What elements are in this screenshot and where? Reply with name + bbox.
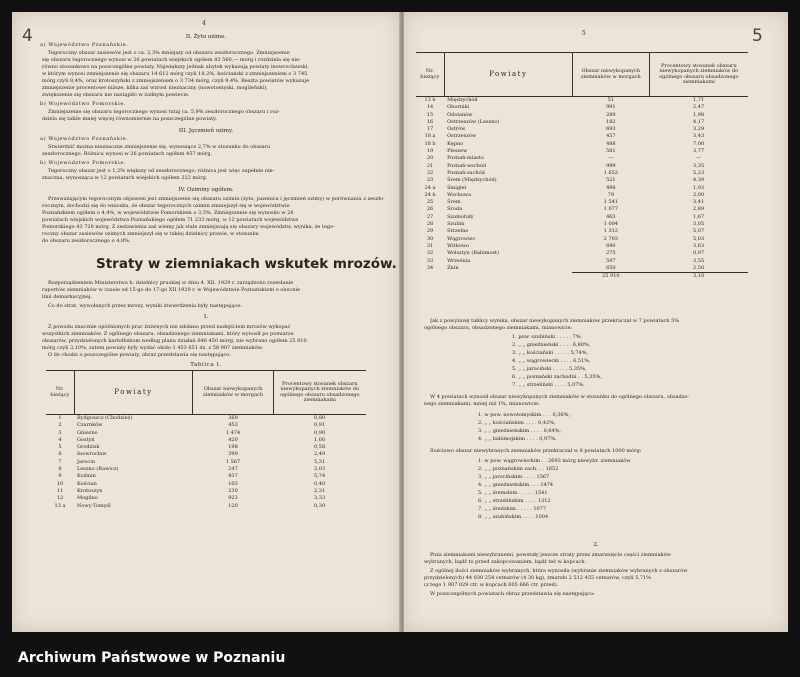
row-number: 26	[426, 206, 434, 213]
section-title-winter-crops: IV. Oziminy ogółem.	[178, 187, 234, 193]
table-row	[416, 119, 748, 126]
row-number: 15	[426, 111, 434, 118]
percent-value: 2,89	[693, 206, 705, 213]
percent-value: 1,67	[693, 213, 705, 220]
row-number: 33	[426, 257, 434, 264]
percent-value: 0,40	[314, 480, 326, 487]
table-row	[416, 250, 748, 257]
table-row	[416, 141, 748, 148]
percent-value: 5,03	[693, 235, 705, 242]
pencil-page-number-left: 4	[22, 26, 33, 46]
district-name: Wschowa	[447, 191, 472, 198]
page-number-right: 5	[582, 30, 586, 37]
percent-value: 0,97	[693, 250, 705, 257]
table-row	[416, 214, 748, 221]
row-number: 32	[426, 250, 434, 257]
col-header-district: Powiaty	[74, 371, 193, 415]
percent-value: 2,50	[693, 264, 705, 271]
percent-value: 0,90	[314, 429, 326, 436]
row-number: 14	[426, 104, 434, 111]
col-header-district: Powiaty	[444, 53, 572, 97]
heading-pomorze-2: b) Województwo Pomorskie.	[40, 160, 127, 166]
table-row	[46, 444, 366, 451]
district-name: Szubin	[447, 221, 465, 228]
table-row	[46, 488, 366, 495]
unharvested-area: 650	[606, 264, 616, 271]
row-number: 22	[426, 169, 434, 176]
row-number: 1	[58, 415, 62, 421]
percent-value: 3,43	[693, 133, 705, 140]
row-number: 13 b	[424, 97, 436, 103]
right-page: 5 5 Nr. bieżący Powiaty Obszar niewykopanych ziemniaków w morgach Procentowy stosunek obszaru niewykopanych ziemniaków do ogólnego obszaru obsadzonego ziemniakami 13 b Międzychód 51 1,71 14 Oborniki 991 2,47 15 Odolanów 289 1,98 16 Ostrzeszów (Leszno) 182 4,17 17 Ostrów 693 3,29 18 a Ostrzeszów 457 3,43 18 b Kępno 488 7,00 19 Pleszew 581 3,77 20 Poznań-miasto — — 21 Poznań-wschód 999 3,35 22 Poznań-zachód 1 652 5,23 23 Śrem (Międzychód) 521 4,39 24 a Śmigiel 498 1,93 24 b Wschowa 79 2,00 25 Śrem 1 541 3,41 26 Środa 1 077 2,89 27 Szamotuły 463 1,67 28 Szubin 1 004 3,05 29 Strzelno 1 312 5,07 30 Wągrowiec 2 793 5,03 31 Witkowo 690 3,63 32 Wolsztyn (Babimost) 275 0,97 33 Września 597 3,55 34 Żnin 650 2,50 25 910 3,10 Jak z powyższej tablicy wynika, obszar niewykopanych ziemniaków przekraczał w 7 powiatach 5% ogólnego obszaru, obsadzonego ziemniakami, mianowicie: 1. pow. szubiński . . . . . 7%, 2. „ „ gnieźnieński . . . . 6,80%, 3. „ „ kościański . . . . . 5,74%, 4. „ „ wągrowiecki . . . . 6,51%, 5. „ „ jarociński . . . . . 5,35%, 6. „ „ poznański zachodni . . 5,35%, 7. „ „ strzeliński . . . . 5,07%. W 4 powiatach wynosił obszar niewykopanych ziemniaków w stosunku do ogólnego obszaru, obsadzo- nego ziemniakami, mniej niż 1%, mianowicie: 1. w pow. nowotomyskim . . . 0,36%, 2. „ „ kościańskim . . . . 0,42%, 3. „ „ gnieźnieńskim . . . . 0,64%, 4. „ „ babimojskim . . . . 0,97%. Ilościowo obszar niewybranych ziemniaków przekraczał w 8 powiatach 1000 mórg: 1. w pow. wągrowieckim . . 2693 mórg niewybr. ziemniaków 2. „ „ poznańskim zach. . . 1652 3. „ „ jarocińskim . . . . 1567 4. „ „ gnieźnieńskim . . . 1474 5. „ „ śremskim . . . . . 1541 6. „ „ strzelińskim . . . . 1312 7. „ „ średzkim . . . . . 1077 8. „ „ szubińskim . . . . 1004 2. Poza ziemniakami niewybranemi, powstały jeszcze straty przez zmarznięcie części ziemniaków wybranych, bądź to przed zakopcowaniem, bądź też w kopcach. Z ogólnej ilości ziemniaków wybranych, która wynosiła (wybranie ziemniaków wybranych z obszarów przydzielonych) 44 030 254 cetnarów (4 30 kg), zmarzło 2 512 455 cetnarów, czyli 5,71% (z tego 1 907 029 ctr. w kopcach 605 666 ctr. przed). W poszczególnych powiatach obraz przedstawia się następująco:	[404, 12, 788, 632]
percent-value: 1,93	[693, 184, 705, 191]
percent-value: 5,07	[693, 228, 705, 235]
table-row	[46, 503, 366, 510]
table-row	[416, 199, 748, 206]
district-name: Poznań-zachód	[447, 169, 485, 176]
unharvested-area: 1 312	[603, 228, 618, 235]
main-title: Straty w ziemniakach wskutek mrozów.	[96, 256, 397, 272]
percent-value: —	[696, 155, 702, 162]
table-row	[416, 221, 748, 228]
heading-poznan: a) Województwo Poznańskie.	[40, 42, 129, 48]
pencil-page-number-right: 5	[752, 26, 763, 46]
table-row	[46, 473, 366, 480]
district-name: Śrem	[447, 199, 461, 206]
row-number: 23	[426, 177, 434, 184]
unharvested-area: 498	[606, 184, 616, 191]
percent-value: 3,41	[693, 199, 705, 206]
percent-value: 7,00	[693, 140, 705, 147]
table-row	[416, 206, 748, 213]
section-number-2: 2.	[593, 542, 599, 548]
row-number: 31	[426, 242, 434, 249]
percent-value: 4,39	[693, 177, 705, 184]
unharvested-area: 275	[606, 250, 616, 257]
unharvested-area: 1 077	[603, 206, 618, 213]
unharvested-area: 581	[606, 148, 616, 155]
col-header-number: Nr. bieżący	[46, 371, 74, 415]
district-name: Wolsztyn (Babimost)	[447, 250, 499, 257]
district-name: Jarocin	[77, 458, 96, 465]
district-name: Oborniki	[447, 104, 470, 111]
unharvested-area: —	[608, 155, 614, 162]
percent-value: 2,47	[693, 104, 705, 111]
row-number: 24 a	[424, 184, 436, 191]
row-number: 27	[426, 213, 434, 220]
section-title-rye: II. Żyto ozime.	[185, 34, 227, 40]
table-row	[416, 163, 748, 170]
percent-value: 1,71	[693, 97, 705, 103]
unharvested-area: 1 652	[603, 169, 618, 176]
district-name: Wągrowiec	[447, 235, 476, 242]
district-name: Ostrzeszów (Leszno)	[447, 118, 500, 125]
unharvested-area: 453	[228, 422, 238, 429]
heading-poznan-2: a) Województwo Poznańskie.	[40, 136, 129, 142]
unharvested-area: 991	[606, 104, 616, 111]
district-name: Pleszew	[447, 148, 468, 155]
percent-value: 2,49	[314, 451, 326, 458]
col-header-percent: Procentowy stosunek obszaru niewykopanych ziemniaków do ogólnego obszaru obsadzonego ziemniakami	[649, 53, 748, 97]
district-name: Międzychód	[447, 97, 478, 103]
table-row	[416, 177, 748, 184]
unharvested-area: 693	[606, 126, 616, 133]
unharvested-area: 103	[228, 480, 238, 487]
percent-value: 3,29	[693, 126, 705, 133]
row-number: 10	[56, 480, 64, 487]
row-number: 6	[58, 451, 62, 458]
row-number: 18 a	[424, 133, 436, 140]
table-row	[416, 97, 748, 105]
table-row	[416, 112, 748, 119]
unharvested-area: 463	[606, 213, 616, 220]
district-name: Mogilno	[77, 495, 98, 502]
unharvested-area: 1 474	[225, 429, 241, 436]
archive-footer	[0, 644, 800, 677]
col-header-number: Nr. bieżący	[416, 53, 444, 97]
row-number: 34	[426, 265, 434, 272]
district-name: Witkowo	[447, 242, 470, 249]
table-row	[46, 422, 366, 429]
percent-value: 3,35	[693, 162, 705, 169]
row-number: 11	[56, 487, 64, 494]
row-number: 9	[58, 473, 62, 480]
unharvested-area: 247	[228, 466, 238, 473]
unharvested-area: 289	[606, 111, 616, 118]
page-number-left: 4	[202, 20, 206, 27]
district-name: Kępno	[447, 140, 464, 147]
percent-value: 5,23	[693, 169, 705, 176]
district-name: Leszno (Rawicz)	[77, 466, 119, 473]
district-name: Kościan	[77, 480, 97, 487]
district-name: Krotoszyn	[77, 487, 103, 494]
percent-value: 2,31	[314, 487, 326, 494]
district-name: Czarnków	[77, 422, 103, 429]
table-row	[416, 192, 748, 199]
unharvested-area: 79	[607, 191, 615, 198]
district-name: Odolanów	[447, 111, 473, 118]
unharvested-area: 1 004	[603, 221, 618, 228]
unharvested-area: 923	[228, 495, 238, 502]
row-number: 28	[426, 221, 434, 228]
unharvested-area: 1 541	[603, 199, 618, 206]
district-name: Koźmin	[77, 473, 96, 480]
unharvested-area: 521	[606, 177, 616, 184]
potato-loss-table-left	[46, 370, 366, 510]
row-number: 24 b	[424, 191, 436, 198]
table-row	[46, 430, 366, 437]
percent-value: 0,30	[314, 502, 326, 509]
district-name: Śmigiel	[447, 184, 467, 191]
table-row	[416, 185, 748, 192]
table-row	[416, 228, 748, 235]
row-number: 20	[426, 155, 434, 162]
section-title-barley: III. Jęczmień ozimy.	[178, 128, 234, 134]
table-row	[46, 451, 366, 458]
percent-value: 2,03	[314, 466, 326, 473]
table-row	[46, 459, 366, 466]
percent-value: 1,98	[693, 111, 705, 118]
row-number: 8	[58, 466, 62, 473]
percent-value: 3,05	[693, 221, 705, 228]
col-header-area: Obszar niewykopanych ziemniaków w morgach	[572, 53, 649, 97]
unharvested-area: 399	[228, 451, 238, 458]
potato-loss-table-right	[416, 52, 748, 280]
unharvested-area: 120	[228, 502, 238, 509]
row-number: 4	[58, 436, 62, 443]
district-name: Śrem (Międzychód)	[447, 177, 497, 184]
table-row	[416, 265, 748, 273]
district-name: Szamotuły	[447, 213, 474, 220]
unharvested-area: 230	[228, 487, 238, 494]
unharvested-area: 198	[228, 444, 238, 451]
unharvested-area: 488	[606, 140, 616, 147]
district-name: Ostrów	[447, 126, 466, 133]
col-header-percent: Procentowy stosunek obszaru niewykopanych ziemniaków do ogólnego obszaru obsadzonego ziemniakami	[273, 371, 366, 415]
unharvested-area: 457	[606, 133, 616, 140]
row-number: 29	[426, 228, 434, 235]
percent-value: 0,91	[314, 422, 326, 429]
table-row	[46, 437, 366, 444]
district-name: Poznań-miasto	[447, 155, 484, 162]
percent-value: 4,17	[693, 118, 705, 125]
row-number: 2	[58, 422, 62, 429]
paragraph-over-thousand: Ilościowo obszar niewybranych ziemniaków przekraczał w 8 powiatach 1000 mórg:	[430, 448, 642, 454]
table-row	[46, 495, 366, 502]
total-percent: 3,10	[649, 273, 748, 281]
section-number-1: 1.	[203, 314, 209, 320]
unharvested-area: 690	[606, 242, 616, 249]
percent-value: 3,55	[693, 257, 705, 264]
district-name: Gniezno	[77, 429, 98, 436]
row-number: 19	[426, 148, 434, 155]
row-number: 16	[426, 118, 434, 125]
unharvested-area: 51	[607, 97, 615, 103]
percent-value: 0,58	[314, 444, 326, 451]
district-name: Bydgoszcz (Chodzież)	[77, 415, 133, 421]
row-number: 7	[58, 458, 62, 465]
table-row	[416, 258, 748, 265]
percent-value: 3,63	[693, 242, 705, 249]
row-number: 21	[426, 162, 434, 169]
row-number: 3	[58, 429, 62, 436]
percent-value: 3,33	[314, 495, 326, 502]
unharvested-area: 369	[228, 415, 238, 421]
percent-value: 3,77	[693, 148, 705, 155]
district-name: Strzelno	[447, 228, 469, 235]
unharvested-area: 420	[228, 436, 238, 443]
unharvested-area: 182	[606, 118, 616, 125]
archive-label: Archiwum Państwowe w Poznaniu	[18, 650, 286, 666]
table-row	[416, 155, 748, 162]
col-header-area: Obszar niewykopanych ziemniaków w morgach	[193, 371, 273, 415]
district-name: Nowy-Tomyśl	[77, 502, 111, 509]
table-row	[416, 104, 748, 111]
total-area: 25 910	[572, 273, 649, 281]
district-name: Inowrocław	[77, 451, 107, 458]
table-row	[416, 236, 748, 243]
unharvested-area: 2 793	[603, 235, 618, 242]
row-number: 17	[426, 126, 434, 133]
row-number: 13 a	[54, 502, 66, 509]
unharvested-area: 999	[606, 162, 616, 169]
percent-value: 2,00	[693, 191, 705, 198]
district-name: Grodzisk	[77, 444, 100, 451]
row-number: 18 b	[424, 140, 436, 147]
district-name: Środa	[447, 206, 463, 213]
district-name: Września	[447, 257, 471, 264]
unharvested-area: 597	[606, 257, 616, 264]
left-page: 4 4 II. Żyto ozime. a) Województwo Poznańskie. Tegoroczny obszar zasiewów jest o ca. 2,3% mniejszy od obszaru zeszłorocznego. Zmniejszenie się obszaru tegorocznego wynosi w 26 powiatach wiejskich ogółem 83 560,— mórg i rozdziela się nie- równo stosunkowo na poszczególne powiaty. Największy jednak ubytek wykazują powiaty inowrocławski, w którym wynosi zmniejszenie się obszaru 14 612 mórg czyli 18,2%, kościański z zmniejszeniem o 3 745 mórg czyli 8,4%, oraz krotoszyński z zmniejszeniem o 3 734 mórg, czyli 9,4%. Reszta powiatów wykazuje zmniejszenie procentowe niższe, kilka zaś wzrost nieznaczny (nowotomyski, mogileński), zwiększenie się obszaru nie nastąpiło w żadnym powiecie. b) Województwo Pomorskie. Zmniejszenie się obszaru tegorocznego wynosi tutaj ca. 5,9% zeszłorocznego obszaru i roz- dziela się także mniej więcej równomiernie na poszczególne powiaty. III. Jęczmień ozimy. a) Województwo Poznańskie. Stwierdzić można nieznaczne zmniejszenie się, wynoszące 2,7% w stosunku do obszaru zeszłorocznego. Różnica wynosi w 26 powiatach ogółem 457 mórg. b) Województwo Pomorskie. Tegoroczny obszar jest o 1,2% większy od zeszłorocznego; różnica jest więc zupełnie nie- znaczna, wynosząca w 12 powiatach wiejskich ogółem 222 mórg. IV. Oziminy ogółem. Przeważającym tegorocznym objawem jest zmniejszenie się obszaru ozimin (żyto, pszenica i jęczmień ozimy) w porównaniu z zeszło- rocznym, dochodzi się do wniosku, że obszar tegorocznych ozimin zmniejszył się w województwie Poznańskiem ogółem o 4,4%, w województwie Pomorskiem o 3,5%. Zmniejszenie się wynosiło w 26 powiatach wiejskich województwa Poznańskiego ogółem 71 233 mórg, w 12 powiatach województwa Pomorskiego 43 728 mórg. Z zestawienia zaś wiemy jak stale zmniejszają się obszary województw, wynika, że tego- roczny obszar zasiewów ozimych zmniejszył się w takiej dzielnicy prawie, w stosunku do obszaru zeszłorocznego o 4,8%. Straty w ziemniakach wskutek mrozów. Rozporządzeniem Ministerstwa b. dzielnicy pruskiej w dniu 4. XII. 1929 r. zarządzono rozesłanie raportów ziemniaków w czasie od 15-go do 17-go XII 1929 r. w Województwie Poznańskiem o obecnie linii demarkacyjnej. Co do strat, wywołanych przez mrozy, wyniki stwierdzenia były następujące: 1. Z powodu znacznie opóźnionych prac żniwnych nie zdołano przed nadejściem mrozów wykopać wszystkich ziemniaków. Z ogólnego obszaru, obsadzonego ziemniakami, który wynosił po pomiarze obszarów, przydzielonych kartofliskom według planu działań 646 450 mórg, nie wybrano ogółem 25 910 mórg czyli 3,10%, zatem powiaty były wydać około 1 453 651 dz. z 58 907 ziemniaków. O ile chodzi o poszczególne powiaty, obraz przedstawia się następująco: Tablica I. Nr. bieżący Powiaty Obszar niewykopanych ziemniaków w morgach Procentowy stosunek obszaru niewykopanych ziemniaków do ogólnego obszaru obsadzonego ziemniakami 1 Bydgoszcz (Chodzież) 369 0,80 2 Czarnków 453 0,91 3 Gniezno 1 474 0,90 4 Gostyń 420 1,00 5 Grodzisk 198 0,58 6 Inowrocław 399 2,49 7 Jarocin 1 567 5,31 8 Leszno (Rawicz) 247 2,03 9 Koźmin 937 5,74 10 Kościan 103 0,40 11 Krotoszyn 230 2,31 12 Mogilno 923 3,33 13 a Nowy-Tomyśl 120 0,30	[12, 12, 400, 632]
district-name: Ostrzeszów	[447, 133, 477, 140]
percent-value: 5,74	[314, 473, 326, 480]
table-row	[416, 133, 748, 140]
percent-value: 5,31	[314, 458, 326, 465]
table-caption: Tablica I.	[190, 362, 222, 368]
row-number: 30	[426, 235, 434, 242]
unharvested-area: 937	[228, 473, 238, 480]
district-name: Poznań-wschód	[447, 162, 487, 169]
district-name: Gostyń	[77, 436, 95, 443]
unharvested-area: 1 567	[225, 458, 241, 465]
district-name: Żnin	[447, 265, 459, 272]
heading-pomorze: b) Województwo Pomorskie.	[40, 101, 127, 107]
percent-value: 1,00	[314, 436, 326, 443]
row-number: 12	[56, 495, 64, 502]
row-number: 25	[426, 199, 434, 206]
table-row	[46, 481, 366, 488]
percent-value: 0,80	[314, 415, 326, 421]
row-number: 5	[58, 444, 62, 451]
